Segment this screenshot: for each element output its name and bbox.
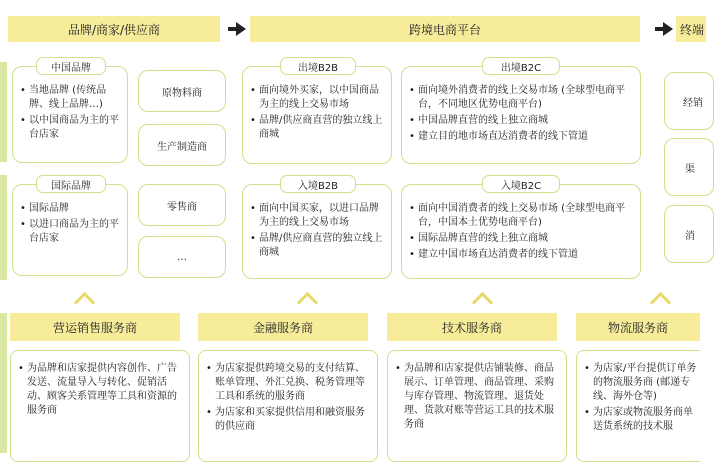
list-item: • 为店家和买家提供信用和融资服务的供应商: [206, 406, 372, 434]
terminal-label: 经销: [683, 97, 703, 109]
supplier-label: 零售商: [167, 201, 197, 213]
list-item: • 当地品牌 (传统品牌、线上品牌…): [20, 84, 125, 112]
list-item: • 国际品牌直营的线上独立商城: [409, 232, 637, 246]
b2c-in-title: 入境B2C: [500, 180, 542, 192]
b2b-out-tag: [280, 57, 356, 75]
list-item: • 建立目的地市场直达消费者的线下管道: [409, 130, 637, 144]
list-item: • 以中国商品为主的平台店家: [20, 114, 125, 142]
supplier-more: [138, 236, 226, 278]
arrow-right-icon: [663, 22, 673, 36]
header-terminal: [676, 16, 706, 42]
b2b-in-tag: [280, 175, 356, 193]
header-platform: [250, 16, 640, 42]
terminal-item: [664, 205, 714, 263]
service-title: 金融服务商: [252, 320, 313, 335]
list-item: • 国际品牌: [20, 202, 125, 216]
list-item: • 为店家/平台提供订单务的物流服务商 (邮递专线、海外仓等): [584, 362, 698, 404]
chevron-up-icon: [295, 292, 321, 302]
b2c-out-tag: [482, 57, 560, 75]
left-accent-bar: [0, 313, 7, 453]
list-item: • 为品牌和店家提供内容创作、广告发送、流量导入与转化、促销活动、顾客关系管理等工具和资源的服务商: [18, 362, 184, 418]
service-list-logistics: [584, 362, 698, 436]
service-list-operations: [18, 362, 184, 420]
list-item: • 品牌/供应商直营的独立线上商城: [250, 232, 388, 260]
chevron-up-icon: [72, 292, 98, 302]
header-brand: [8, 16, 220, 42]
list-item: • 面向境外买家，以中国商品为主的线上交易市场: [250, 84, 388, 112]
terminal-item: [664, 138, 714, 196]
terminal-label: 消: [685, 230, 695, 242]
terminal-label: 渠: [685, 163, 695, 175]
left-accent-bar: [0, 175, 7, 280]
terminal-item: [664, 72, 714, 130]
service-title: 技术服务商: [441, 320, 502, 335]
b2c-in-list: [409, 202, 637, 264]
b2c-out-list: [409, 84, 637, 146]
header-platform-label: 跨境电商平台: [408, 22, 481, 37]
supplier-label: …: [177, 251, 187, 263]
list-item: • 以进口商品为主的平台店家: [20, 218, 125, 246]
chevron-up-icon: [470, 292, 496, 302]
supplier-manufacturer: [138, 124, 226, 166]
service-header-finance: [198, 313, 368, 341]
service-list-tech: [395, 362, 561, 434]
list-item: • 为店家或物流服务商单送货系统的技术服: [584, 406, 698, 434]
list-item: • 面向中国消费者的线上交易市场 (全球型电商平台，中国本土优势电商平台): [409, 202, 637, 230]
list-item: • 面向中国买家，以进口品牌为主的线上交易市场: [250, 202, 388, 230]
china-brand-tag: [36, 57, 106, 75]
b2b-out-title: 出境B2B: [297, 62, 339, 74]
intl-brand-title: 国际品牌: [51, 180, 91, 192]
supplier-raw-material: [138, 70, 226, 112]
b2b-in-list: [250, 202, 388, 262]
intl-brand-tag: [36, 175, 106, 193]
b2b-out-list: [250, 84, 388, 144]
left-accent-bar: [0, 62, 7, 162]
list-item: • 品牌/供应商直营的独立线上商城: [250, 114, 388, 142]
supplier-label: 原物料商: [162, 87, 202, 99]
header-brand-label: 品牌/商家/供应商: [67, 22, 161, 37]
list-item: • 为品牌和店家提供店铺装修、商品展示、订单管理、商品管理、采购与库存管理、物流管理、退货处理、货款对账等营运工具的技术服务商: [395, 362, 561, 432]
supplier-label: 生产制造商: [157, 141, 207, 153]
list-item: • 中国品牌直营的线上独立商城: [409, 114, 637, 128]
china-brand-list: [20, 84, 125, 144]
service-header-logistics: [576, 313, 700, 341]
header-terminal-label: 终端: [680, 22, 705, 37]
chevron-up-icon: [648, 292, 674, 302]
service-header-tech: [387, 313, 557, 341]
service-header-operations: [10, 313, 180, 341]
service-list-finance: [206, 362, 372, 436]
supplier-retailer: [138, 184, 226, 226]
service-title: 物流服务商: [607, 320, 668, 335]
list-item: • 为店家提供跨境交易的支付结算、账单管理、外汇兑换、税务管理等工具和系统的服务商: [206, 362, 372, 404]
list-item: • 建立中国市场直达消费者的线下管道: [409, 248, 637, 262]
b2c-out-title: 出境B2C: [500, 62, 542, 74]
intl-brand-list: [20, 202, 125, 248]
b2b-in-title: 入境B2B: [297, 180, 339, 192]
b2c-in-tag: [482, 175, 560, 193]
china-brand-title: 中国品牌: [51, 62, 91, 74]
list-item: • 面向境外消费者的线上交易市场 (全球型电商平台，不同地区优势电商平台): [409, 84, 637, 112]
arrow-right-icon: [236, 22, 246, 36]
service-title: 营运销售服务商: [52, 320, 137, 335]
